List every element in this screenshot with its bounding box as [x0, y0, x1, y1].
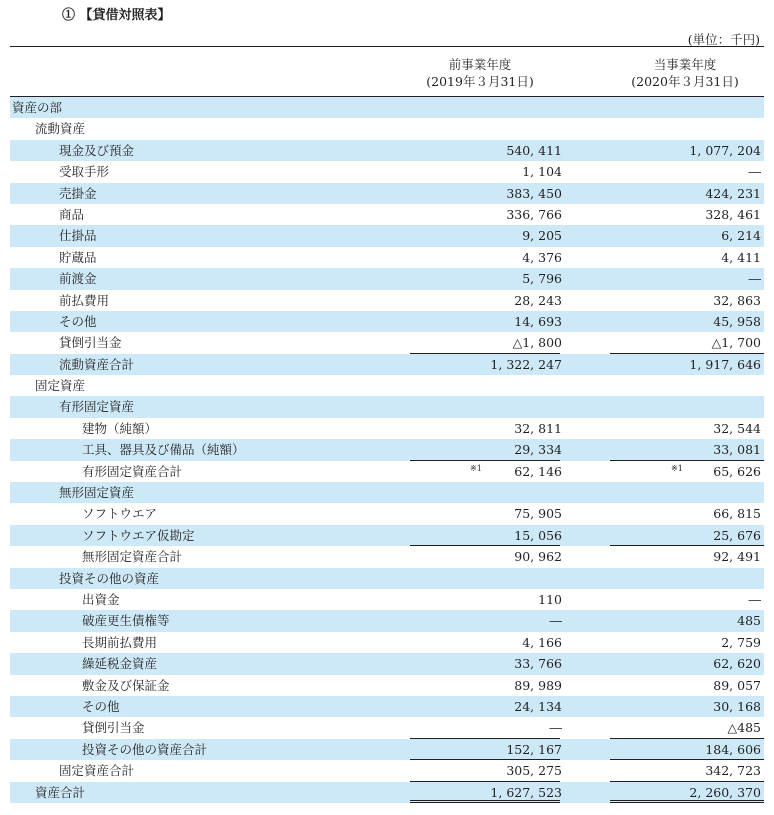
table-row — [10, 418, 764, 439]
value-prev: 9, 205 — [522, 228, 562, 244]
value-prev: 33, 766 — [514, 656, 562, 672]
value-prev: ― — [549, 720, 562, 736]
note-marker-curr: ※1 — [671, 463, 683, 473]
value-curr: 6, 214 — [721, 228, 761, 244]
value-curr: △1, 700 — [711, 335, 761, 351]
row-label: 長期前払費用 — [82, 634, 158, 650]
value-prev: 383, 450 — [506, 185, 562, 201]
row-label: ソフトウエア仮勘定 — [82, 527, 195, 543]
table-row — [10, 696, 764, 717]
table-row — [10, 97, 764, 118]
value-curr: 1, 917, 646 — [689, 356, 761, 372]
table-row — [10, 482, 764, 503]
row-label: 貸倒引当金 — [59, 335, 122, 351]
table-row — [10, 653, 764, 674]
row-label: 敷金及び保証金 — [82, 677, 170, 693]
row-label: ソフトウエア — [82, 506, 158, 522]
column-header-curr-date: (2020年３月31日) — [631, 74, 739, 89]
row-label: 工具、器具及び備品（純額） — [82, 442, 245, 458]
value-curr: ― — [748, 164, 761, 180]
row-label: その他 — [59, 313, 97, 329]
value-curr: 328, 461 — [705, 206, 761, 222]
value-prev: 1, 322, 247 — [490, 356, 562, 372]
row-label: 仕掛品 — [59, 228, 97, 244]
value-prev: 90, 962 — [514, 549, 562, 565]
value-prev: 5, 796 — [522, 271, 562, 287]
table-row — [10, 375, 764, 396]
row-label: 無形固定資産合計 — [82, 549, 183, 565]
table-row — [10, 782, 764, 803]
table-row — [10, 183, 764, 204]
table-row — [10, 760, 764, 781]
value-prev: 75, 905 — [514, 506, 562, 522]
value-curr: 66, 815 — [713, 506, 761, 522]
table-row — [10, 610, 764, 631]
row-label: 流動資産 — [35, 121, 86, 137]
value-prev: 1, 104 — [522, 164, 562, 180]
value-curr: 62, 620 — [713, 656, 761, 672]
value-curr: 45, 958 — [713, 313, 761, 329]
table-row — [10, 225, 764, 246]
value-prev: 4, 376 — [522, 249, 562, 265]
value-curr: 32, 544 — [713, 420, 761, 436]
value-curr: 2, 759 — [721, 634, 761, 650]
row-label: 出資金 — [82, 591, 120, 607]
row-label: 無形固定資産 — [59, 485, 135, 501]
value-curr: 1, 077, 204 — [689, 142, 761, 158]
row-label: 資産合計 — [35, 784, 86, 800]
value-prev: 14, 693 — [514, 313, 562, 329]
value-prev: 89, 989 — [514, 677, 562, 693]
table-row — [10, 290, 764, 311]
value-curr: 485 — [737, 613, 761, 629]
table-row — [10, 247, 764, 268]
column-header-prev-date: (2019年３月31日) — [426, 74, 534, 89]
table-row — [10, 204, 764, 225]
total-double-rule — [410, 800, 560, 803]
row-label: 商品 — [59, 206, 85, 222]
row-label: 現金及び預金 — [59, 142, 135, 158]
value-prev: 305, 275 — [506, 763, 562, 779]
row-label: その他 — [82, 698, 120, 714]
table-row — [10, 739, 764, 760]
value-curr: △485 — [727, 720, 761, 736]
balance-sheet-table — [10, 97, 764, 803]
value-prev: 28, 243 — [514, 292, 562, 308]
table-row — [10, 525, 764, 546]
value-curr: 65, 626 — [713, 463, 761, 479]
table-row — [10, 439, 764, 460]
top-rule — [10, 46, 764, 47]
table-row — [10, 118, 764, 139]
row-label: 有形固定資産合計 — [82, 463, 183, 479]
value-curr: 92, 491 — [713, 549, 761, 565]
table-row — [10, 546, 764, 567]
table-row — [10, 311, 764, 332]
table-row — [10, 332, 764, 353]
value-prev: △1, 800 — [512, 335, 562, 351]
value-curr: ― — [748, 271, 761, 287]
value-prev: 336, 766 — [506, 206, 562, 222]
row-label: 建物（純額） — [82, 420, 158, 436]
value-prev: ― — [549, 613, 562, 629]
table-row — [10, 717, 764, 738]
value-curr: 25, 676 — [713, 527, 761, 543]
value-curr: 342, 723 — [705, 763, 761, 779]
table-row — [10, 675, 764, 696]
value-prev: 152, 167 — [506, 741, 562, 757]
value-curr: 424, 231 — [705, 185, 761, 201]
row-label: 固定資産 — [35, 378, 86, 394]
row-label: 資産の部 — [12, 100, 63, 115]
value-curr: 2, 260, 370 — [689, 784, 761, 800]
column-header-prev — [405, 56, 555, 90]
note-marker-prev: ※1 — [470, 463, 482, 473]
unit-label: (単位：千円) — [687, 32, 760, 47]
row-label: 繰延税金資産 — [82, 656, 158, 672]
row-label: 売掛金 — [59, 185, 97, 201]
value-curr: 33, 081 — [713, 442, 761, 458]
row-label: 貸倒引当金 — [82, 720, 145, 736]
value-prev: 4, 166 — [522, 634, 562, 650]
row-label: 貯蔵品 — [59, 249, 97, 265]
row-label: 前払費用 — [59, 292, 110, 308]
column-header-curr-title: 当事業年度 — [653, 57, 717, 72]
value-prev: 29, 334 — [514, 442, 562, 458]
row-label: 投資その他の資産合計 — [82, 741, 208, 757]
total-double-rule — [610, 800, 764, 803]
value-prev: 32, 811 — [514, 420, 562, 436]
value-curr: 30, 168 — [713, 698, 761, 714]
section-title: ① 【貸借対照表】 — [62, 8, 171, 23]
value-prev: 62, 146 — [514, 463, 562, 479]
column-header-prev-title: 前事業年度 — [448, 57, 512, 72]
row-label: 受取手形 — [59, 164, 110, 180]
table-row — [10, 140, 764, 161]
value-curr: ― — [748, 591, 761, 607]
row-label: 投資その他の資産 — [59, 570, 160, 586]
column-header-curr — [610, 56, 760, 90]
value-prev: 1, 627, 523 — [490, 784, 562, 800]
row-label: 固定資産合計 — [59, 763, 135, 779]
row-label: 破産更生債権等 — [82, 613, 170, 629]
row-label: 有形固定資産 — [59, 399, 135, 415]
table-row — [10, 354, 764, 375]
table-row — [10, 461, 764, 482]
value-curr: 89, 057 — [713, 677, 761, 693]
table-row — [10, 161, 764, 182]
table-row — [10, 589, 764, 610]
value-prev: 24, 134 — [514, 698, 562, 714]
row-label: 流動資産合計 — [59, 356, 135, 372]
value-curr: 4, 411 — [721, 249, 761, 265]
table-row — [10, 632, 764, 653]
value-prev: 540, 411 — [506, 142, 562, 158]
value-prev: 110 — [538, 591, 562, 607]
value-prev: 15, 056 — [514, 527, 562, 543]
table-row — [10, 503, 764, 524]
row-label: 前渡金 — [59, 271, 97, 287]
value-curr: 32, 863 — [713, 292, 761, 308]
table-row — [10, 396, 764, 417]
value-curr: 184, 606 — [705, 741, 761, 757]
table-row — [10, 268, 764, 289]
table-row — [10, 568, 764, 589]
